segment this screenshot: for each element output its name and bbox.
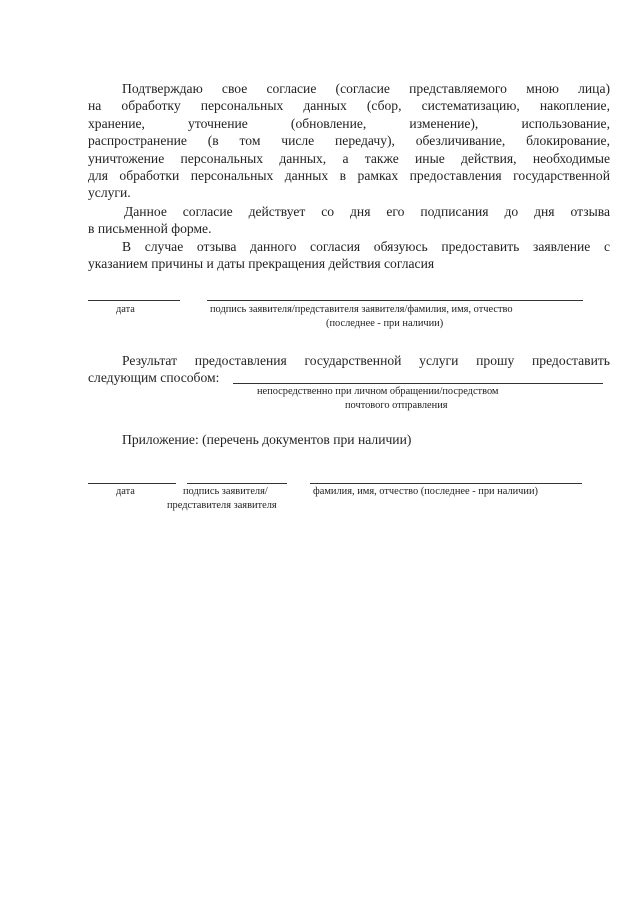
signature-caption: подпись заявителя/представителя заявителя/фамилия, имя, отчество [210,304,513,315]
full-name-line [310,483,582,484]
result-method-label: следующим способом: [88,370,220,386]
consent-paragraph [88,80,610,202]
consent-line: на обработку персональных данных (сбор, систематизацию, накопление, [88,98,610,114]
signature-line [187,483,287,484]
consent-line: для обработки персональных данных в рамках предоставления государственной [88,168,610,184]
revocation-line: указанием причины и даты прекращения действия согласия [88,256,435,272]
date-line [88,483,176,484]
validity-paragraph [88,203,610,238]
validity-line: в письменной форме. [88,221,212,237]
consent-line: распространение (в том числе передачу), обезличивание, блокирование, [88,133,610,149]
consent-line: хранение, уточнение (обновление, изменение), использование, [88,115,610,131]
date-caption: дата [116,304,135,315]
full-name-caption: фамилия, имя, отчество (последнее - при наличии) [313,486,538,497]
consent-line: Подтверждаю свое согласие (согласие представляемого мною лица) [122,81,610,96]
signature-caption-note: (последнее - при наличии) [326,318,444,329]
date-caption: дата [116,486,135,497]
result-line: Результат предоставления государственной услуги прошу предоставить [122,353,610,368]
consent-line: услуги. [88,185,131,201]
result-method-line [233,383,603,384]
result-method-caption: почтового отправления [345,400,448,411]
attachment-text: Приложение: (перечень документов при наличии) [122,432,412,447]
date-signature-line [88,300,180,301]
result-method-caption: непосредственно при личном обращении/посредством [257,386,499,397]
signature-name-line [207,300,583,301]
consent-line: уничтожение персональных данных, а также иные действия, необходимые [88,150,610,166]
signature-caption-role: представителя заявителя [167,500,277,511]
validity-line: Данное согласие действует со дня его подписания до дня отзыва [124,204,610,219]
attachment-paragraph [122,431,522,448]
result-paragraph [88,352,610,387]
revocation-paragraph [88,238,610,273]
signature-caption: подпись заявителя/ [183,486,268,497]
revocation-line: В случае отзыва данного согласия обязуюсь предоставить заявление с [122,239,610,254]
